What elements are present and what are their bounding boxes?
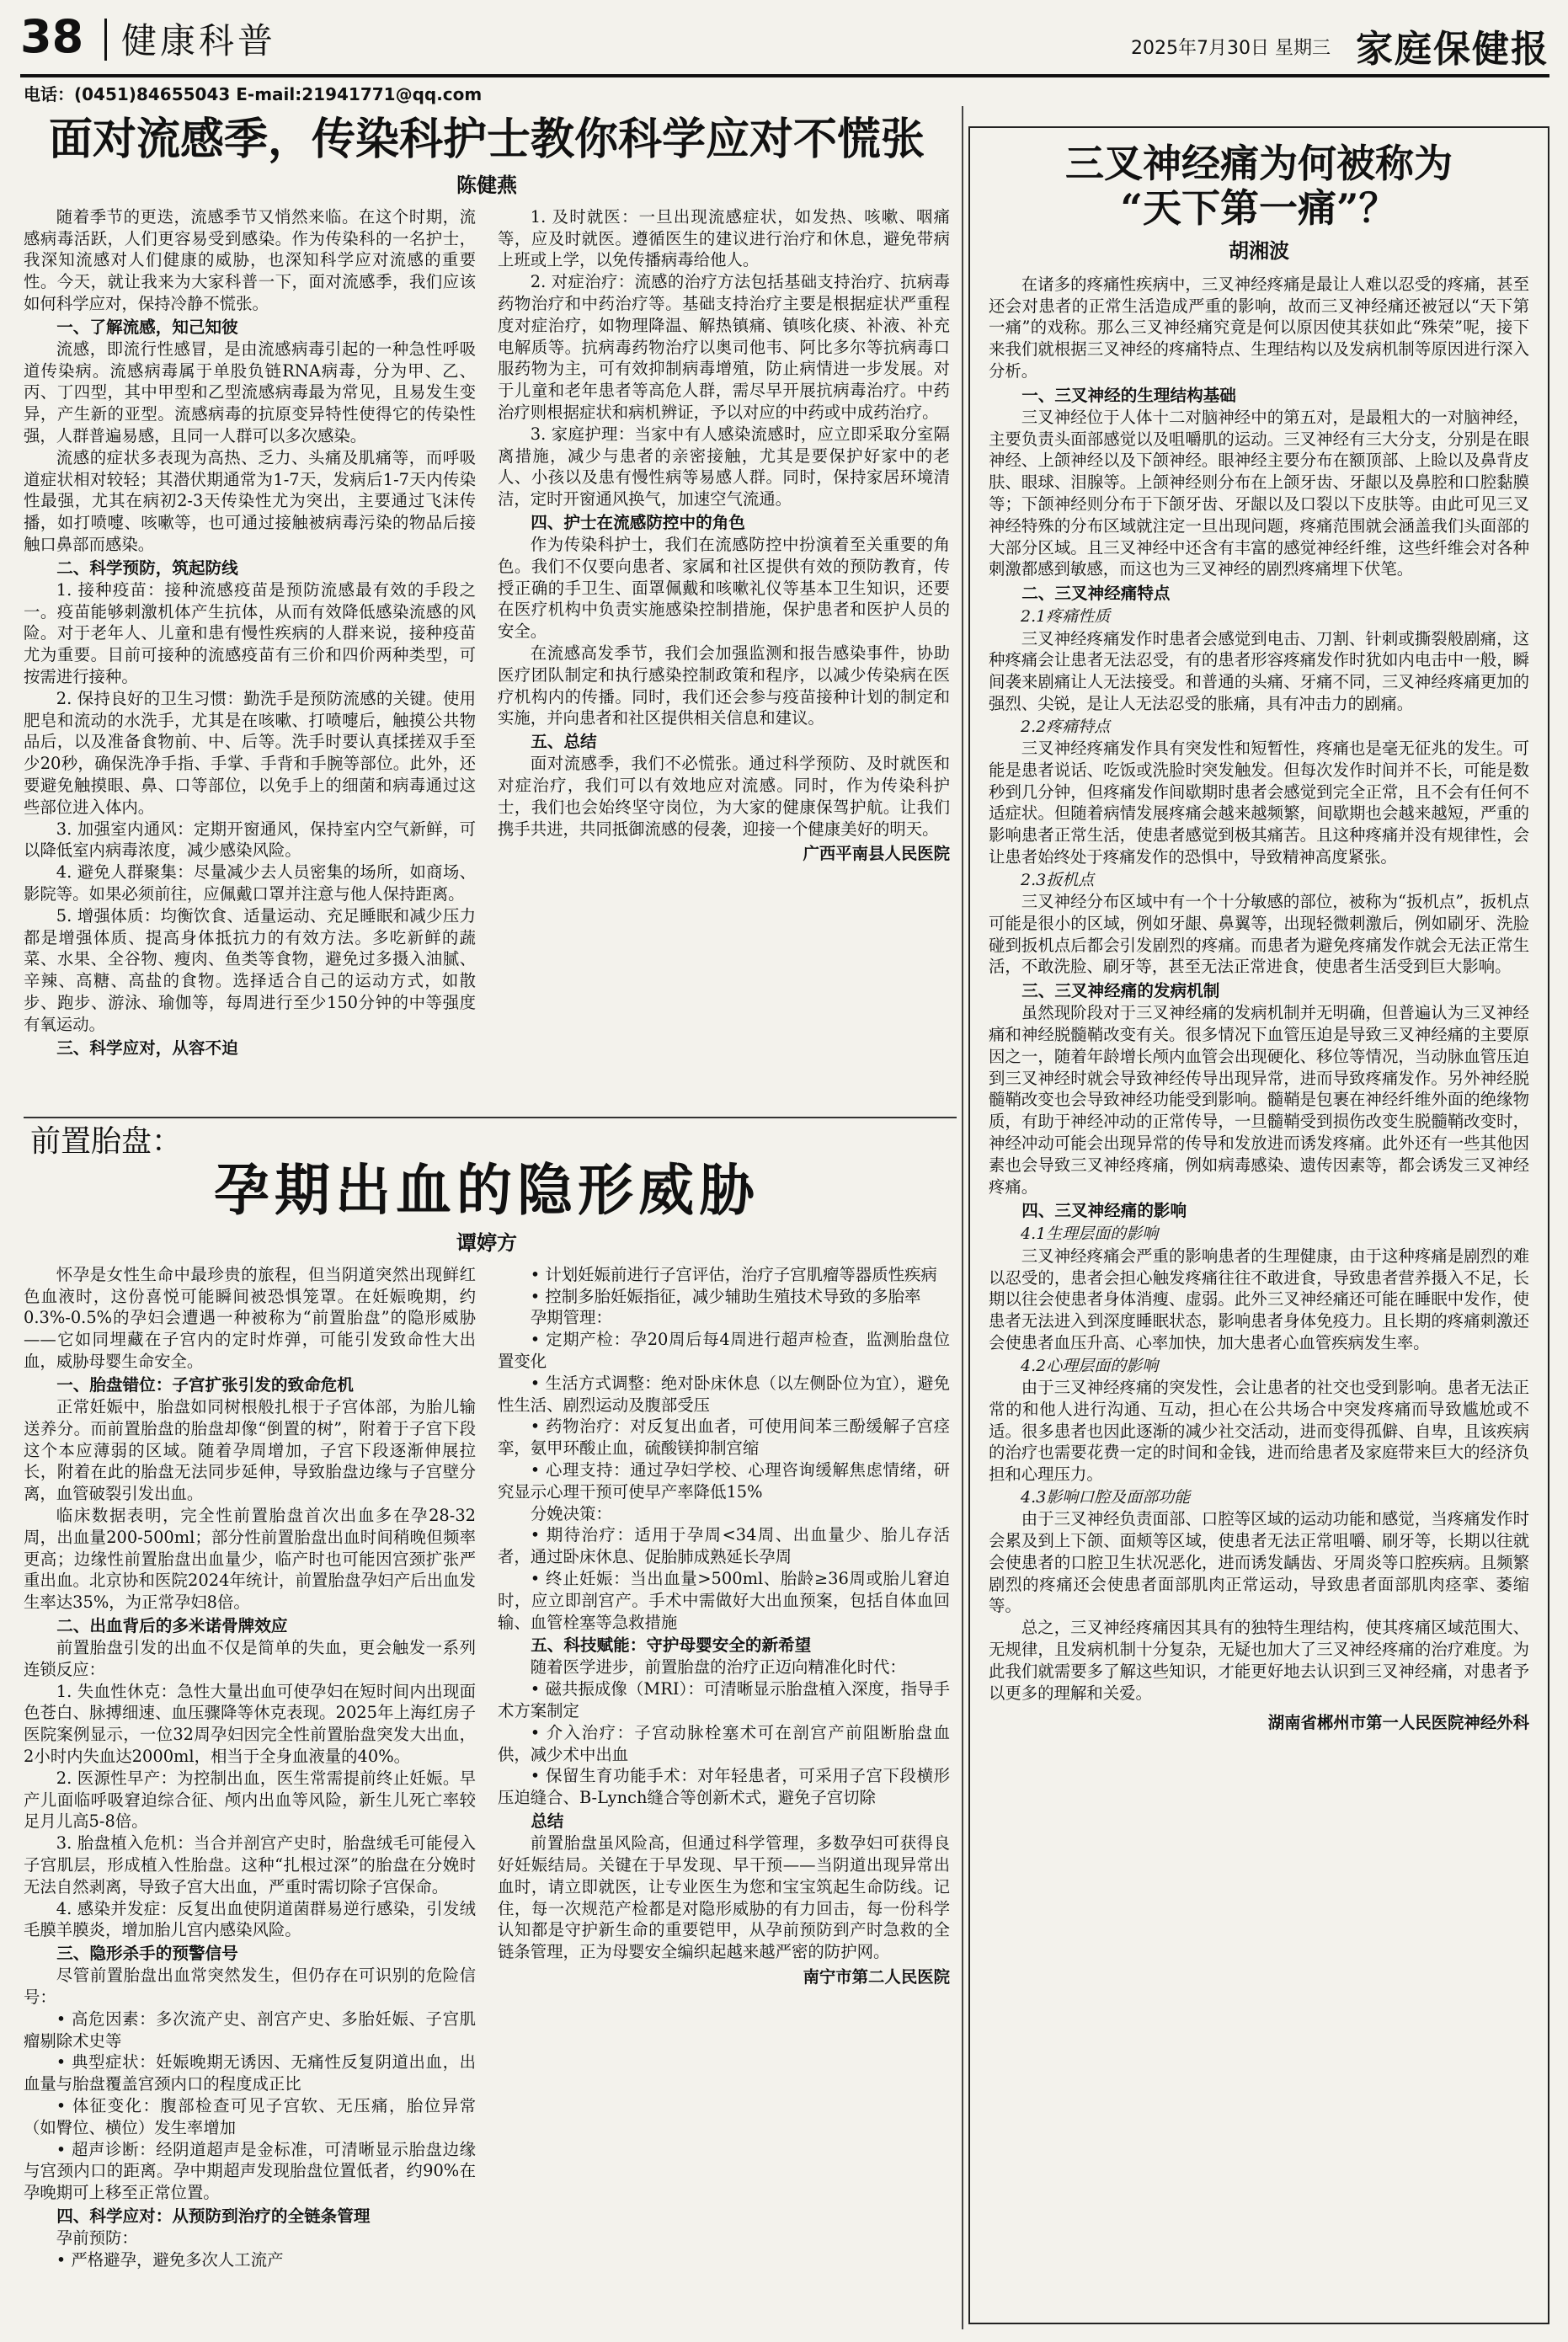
- subheading: 五、总结: [531, 732, 597, 752]
- paragraph: 4. 避免人群聚集：尽量减少去人员密集的场所，如商场、影院等。如果必须前往，应佩戴口罩并注意与他人保持距离。: [24, 862, 476, 904]
- paragraph: 2. 医源性早产：为控制出血，医生常需提前终止妊娠。早产儿面临呼吸窘迫综合征、颅内出血等风险，新生儿死亡率较足月儿高5-8倍。: [24, 1768, 476, 1832]
- article-author: 谭婷方: [456, 1230, 517, 1255]
- paragraph: 前置胎盘引发的出血不仅是简单的失血，更会触发一系列连锁反应：: [24, 1637, 476, 1679]
- paragraph: 4. 感染并发症：反复出血使阴道菌群易逆行感染，引发绒毛膜羊膜炎，增加胎儿宫内感染风险。: [24, 1898, 476, 1940]
- paragraph: 尽管前置胎盘出血常突然发生，但仍存在可识别的危险信号：: [24, 1966, 476, 2007]
- bullet-item: • 控制多胎妊娠指征，减少辅助生殖技术导致的多胎率: [530, 1286, 921, 1306]
- article-trigeminal-neuralgia: [968, 126, 1549, 2324]
- paragraph: 三叉神经位于人体十二对脑神经中的第五对，是最粗大的一对脑神经，主要负责头面部感觉以及咀嚼肌的运动。三叉神经有三大分支，分别是在眼神经、上颌神经以及下颌神经。眼神经主要分布在额顶部、上睑以及鼻背皮肤、眼球、泪腺等。上颌神经则分布在上颌牙齿、牙龈以及鼻腔和口腔黏膜等；下颌神经则分布于下颌牙齿、牙龈以及口裂以下皮肤等。由此可见三叉神经特殊的分布区域就注定一旦出现问题，疼痛范围就会涵盖我们头面部的大部分区域。且三叉神经中还含有丰富的感觉神经纤维，这些纤维会对各种刺激都感到敏感，而这也为三叉神经的剧烈疼痛埋下伏笔。: [989, 407, 1529, 579]
- subheading: 四、护士在流感防控中的角色: [531, 512, 745, 532]
- paragraph: 3. 加强室内通风：定期开窗通风，保持室内空气新鲜，可以降低室内病毒浓度，减少感染风险。: [24, 819, 476, 861]
- article-author: 陈健燕: [456, 173, 517, 197]
- bullet-item: • 介入治疗：子宫动脉栓塞术可在剖宫产前阻断胎盘血供，减少术中出血: [498, 1722, 950, 1764]
- article-body: [24, 206, 950, 1095]
- bullet-item: • 磁共振成像（MRI）：可清晰显示胎盘植入深度，指导手术方案制定: [498, 1679, 950, 1721]
- paragraph: 作为传染科护士，我们在流感防控中扮演着至关重要的角色。我们不仅要向患者、家属和社区提供有效的预防教育，传授正确的手卫生、面罩佩戴和咳嗽礼仪等基本卫生知识，还要在医疗机构中负责实施感染控制措施，保护患者和医护人员的安全。: [498, 535, 950, 642]
- paragraph: 孕前预防：: [56, 2227, 138, 2248]
- bullet-item: • 药物治疗：对反复出血者，可使用间苯三酚缓解子宫痉挛，氨甲环酸止血，硫酸镁抑制宫缩: [498, 1416, 950, 1459]
- article-title: 孕期出血的隐形威胁: [214, 1157, 760, 1223]
- paragraph: 三叉神经疼痛发作时患者会感觉到电击、刀割、针刺或撕裂般剧痛，这种疼痛会让患者无法忍受，有的患者形容疼痛发作时犹如内电击中一般，瞬间袭来剧痛让人无法接受。和普通的头痛、牙痛不同，三叉神经疼痛更加的强烈、尖锐，是让人无法忍受的胀痛，具有冲击力的剧痛。: [989, 628, 1529, 713]
- bullet-item: • 期待治疗：适用于孕周<34周、出血量少、胎儿存活者，通过卧床休息、促胎肺成熟延长孕周: [498, 1525, 950, 1567]
- sub-subheading: 4.1生理层面的影响: [1021, 1224, 1159, 1244]
- article-kicker: 前置胎盘：: [30, 1124, 183, 1159]
- paragraph: 三叉神经疼痛会严重的影响患者的生理健康，由于这种疼痛是剧烈的难以忍受的，患者会担心触发疼痛往往不敢进食，导致患者营养摄入不足，长期以往会使患者身体消瘦、虚弱。此外三叉神经痛还可能在睡眠中发作，使患者无法进入到深度睡眠状态，影响患者身体免疫力。且长期的疼痛刺激还会使患者血压升高、心率加快，加大患者心血管疾病发生率。: [989, 1246, 1529, 1352]
- paragraph: 正常妊娠中，胎盘如同树根般扎根于子宫体部，为胎儿输送养分。而前置胎盘的胎盘却像“倒置的树”，附着于子宫下段这个本应薄弱的区域。随着孕周增加，子宫下段逐渐伸展拉长，附着在此的胎盘无法同步延伸，导致胎盘边缘与子宫壁分离，血管破裂引发出血。: [24, 1396, 476, 1504]
- section-title: 健康科普: [121, 20, 277, 61]
- bullet-item: • 高危因素：多次流产史、剖宫产史、多胎妊娠、子宫肌瘤剔除术史等: [24, 2009, 476, 2051]
- article-title: 面对流感季，传染科护士教你科学应对不慌张: [48, 114, 925, 165]
- paragraph: 1. 接种疫苗：接种流感疫苗是预防流感最有效的手段之一。疫苗能够刺激机体产生抗体，从而有效降低感染流感的风险。对于老年人、儿童和患有慢性疾病的人群来说，接种疫苗尤为重要。目前可接种的流感疫苗有三价和四价两种类型，可按需进行接种。: [24, 579, 476, 687]
- paragraph: 分娩决策：: [530, 1503, 612, 1523]
- article-placenta-previa: [24, 1123, 950, 2319]
- paragraph: 1. 失血性休克：急性大量出血可使孕妇在短时间内出现面色苍白、脉搏细速、血压骤降等休克表现。2025年上海红房子医院案例显示，一位32周孕妇因完全性前置胎盘突发大出血，2小时内失血达2000ml，相当于全身血液量的40%。: [24, 1681, 476, 1766]
- sub-subheading: 2.2疼痛特点: [1021, 717, 1111, 736]
- subheading: 一、三叉神经的生理结构基础: [1021, 385, 1236, 405]
- article-title: [989, 141, 1529, 231]
- article-body: [24, 1264, 950, 2291]
- subheading: 三、隐形杀手的预警信号: [56, 1944, 238, 1964]
- subheading: 四、三叉神经痛的影响: [1021, 1201, 1187, 1221]
- article-divider: [24, 1117, 957, 1118]
- bullet-item: • 保留生育功能手术：对年轻患者，可采用子宫下段横形压迫缝合、B-Lynch缝合等创新术式，避免子宫切除: [498, 1766, 950, 1808]
- bullet-item: • 严格避孕，避免多次人工流产: [56, 2249, 284, 2270]
- paragraph: 怀孕是女性生命中最珍贵的旅程，但当阴道突然出现鲜红色血液时，这份喜悦可能瞬间被恐惧笼罩。在妊娠晚期，约0.3%-0.5%的孕妇会遭遇一种被称为“前置胎盘”的隐形威胁——它如同埋藏在子宫内的定时炸弹，可能引发致命性大出血，威胁母婴生命安全。: [24, 1264, 476, 1372]
- masthead-separator: [104, 19, 107, 61]
- paragraph: 孕期管理：: [530, 1308, 612, 1328]
- bullet-item: • 体征变化：腹部检查可见子宫软、无压痛，胎位异常（如臀位、横位）发生率增加: [24, 2095, 476, 2137]
- paragraph: 5. 增强体质：均衡饮食、适量运动、充足睡眠和减少压力都是增强体质、提高身体抵抗力的有效方法。多吃新鲜的蔬菜、水果、全谷物、瘦肉、鱼类等食物，避免过多摄入油腻、辛辣、高糖、高盐的食物。选择适合自己的运动方式，如散步、跑步、游泳、瑜伽等，每周进行至少150分钟的中等强度有氧运动。: [24, 905, 476, 1034]
- newspaper-brand: 家庭保健报: [1356, 28, 1549, 71]
- bullet-item: • 计划妊娠前进行子宫评估，治疗子宫肌瘤等器质性疾病: [530, 1264, 937, 1284]
- paragraph: 流感的症状多表现为高热、乏力、头痛及肌痛等，而呼吸道症状相对较轻；其潜伏期通常为1-7天，发病后1-7天内传染性最强，尤其在病初2-3天传染性尤为突出，主要通过飞沫传播，如打喷嚏、咳嗽等，也可通过接触被病毒污染的物品后接触口鼻部而感染。: [24, 447, 476, 554]
- subheading: 四、科学应对：从预防到治疗的全链条管理: [56, 2206, 371, 2226]
- paragraph: 2. 对症治疗：流感的治疗方法包括基础支持治疗、抗病毒药物治疗和中药治疗等。基础支持治疗主要是根据症状严重程度对症治疗，如物理降温、解热镇痛、镇咳化痰、补液、补充电解质等。抗病毒药物治疗以奥司他韦、阿比多尔等抗病毒口服药物为主，可有效抑制病毒增殖，防止病情进一步发展。对于儿童和老年患者等高危人群，需尽早开展抗病毒治疗。中药治疗则根据症状和病机辨证，予以对应的中药或中成药治疗。: [498, 272, 950, 422]
- subheading: 总结: [531, 1811, 564, 1832]
- subheading: 二、三叉神经痛特点: [1021, 584, 1171, 604]
- contact-line: 电话：(0451)84655043 E-mail:21941771@qq.com: [24, 84, 483, 104]
- bullet-item: • 典型症状：妊娠晚期无诱因、无痛性反复阴道出血，出血量与胎盘覆盖宫颈内口的程度成正比: [24, 2052, 476, 2094]
- bullet-item: • 定期产检：孕20周后每4周进行超声检查，监测胎盘位置变化: [498, 1330, 950, 1372]
- paragraph: 总之，三叉神经疼痛因其具有的独特生理结构，使其疼痛区域范围大、无规律，且发病机制十分复杂，无疑也加大了三叉神经疼痛的治疗难度。为此我们就需要多了解这些知识，才能更好地去认识到三叉神经痛，对患者予以更多的理解和关爱。: [989, 1618, 1529, 1703]
- bullet-item: • 生活方式调整：绝对卧床休息（以左侧卧位为宜），避免性生活、剧烈运动及腹部受压: [498, 1373, 950, 1415]
- masthead-rule: [20, 74, 1549, 77]
- paragraph: 临床数据表明，完全性前置胎盘首次出血多在孕28-32周，出血量200-500ml；部分性前置胎盘出血时间稍晚但频率更高；边缘性前置胎盘出血量少，临产时也可能因宫颈扩张严重出血。北京协和医院2024年统计，前置胎盘孕妇产后出血发生率达35%，为正常孕妇8倍。: [24, 1505, 476, 1613]
- source-credit: 广西平南县人民医院: [803, 844, 950, 864]
- paragraph: 三叉神经疼痛发作具有突发性和短暂性，疼痛也是毫无征兆的发生。可能是患者说话、吃饭或洗脸时突发触发。但每次发作时间并不长，可能是数秒到几分钟，但疼痛发作间歇期时患者会感觉到完全正常，且不会有任何不适症状。但随着病情发展疼痛会越来越频繁，间歇期也会越来越短，严重的影响患者正常生活，使患者感觉到极其痛苦。且这种疼痛并没有规律性，会让患者始终处于疼痛发作的恐惧中，导致精神高度紧张。: [989, 738, 1529, 867]
- paragraph: 由于三叉神经负责面部、口腔等区域的运动功能和感觉，当疼痛发作时会累及到上下颌、面颊等区域，使患者无法正常咀嚼、刷牙等，长期以往就会使患者的口腔卫生状况恶化，进而诱发龋齿、牙周炎等口腔疾病。且频繁剧烈的疼痛还会使患者面部肌肉正常运动，导致患者面部肌肉痉挛、萎缩等。: [989, 1509, 1529, 1616]
- source-credit: 湖南省郴州市第一人民医院神经外科: [1267, 1713, 1529, 1733]
- paragraph: 随着医学进步，前置胎盘的治疗正迈向精准化时代：: [530, 1657, 906, 1678]
- paragraph: 1. 及时就医：一旦出现流感症状，如发热、咳嗽、咽痛等，应及时就医。遵循医生的建议进行治疗和休息，避免带病上班或上学，以免传播病毒给他人。: [498, 206, 950, 270]
- paragraph: 面对流感季，我们不必慌张。通过科学预防、及时就医和对症治疗，我们可以有效地应对流感。同时，作为传染科护士，我们也会始终坚守岗位，为大家的健康保驾护航。让我们携手共进，共同抵御流感的侵袭，迎接一个健康美好的明天。: [498, 754, 950, 839]
- paragraph: 虽然现阶段对于三叉神经痛的发病机制并无明确，但普遍认为三叉神经痛和神经脱髓鞘改变有关。很多情况下血管压迫是导致三叉神经痛的主要原因之一，随着年龄增长颅内血管会出现硬化、移位等情况，当动脉血管压迫到三叉神经时就会导致神经传导出现异常，进而导致疼痛发作。另外神经脱髓鞘改变也会导致神经功能受到影响。髓鞘是包裹在神经纤维外面的绝缘物质，有助于神经冲动的正常传导，一旦髓鞘受到损伤改变生脱髓鞘改变时，神经冲动可能会出现异常的传导和发放进而诱发疼痛。此外还有一些其他因素也会导致三叉神经疼痛，例如病毒感染、遗传因素等，都会诱发三叉神经疼痛。: [989, 1003, 1529, 1197]
- article-body: [989, 274, 1529, 1734]
- sub-subheading: 4.2心理层面的影响: [1021, 1356, 1159, 1375]
- paragraph: 3. 胎盘植入危机：当合并剖宫产史时，胎盘绒毛可能侵入子宫肌层，形成植入性胎盘。这种“扎根过深”的胎盘在分娩时无法自然剥离，导致子宫大出血，严重时需切除子宫保命。: [24, 1833, 476, 1897]
- masthead: [20, 10, 1549, 72]
- column-divider: [962, 106, 963, 2329]
- paragraph: 前置胎盘虽风险高，但通过科学管理，多数孕妇可获得良好妊娠结局。关键在于早发现、早干预——当阴道出现异常出血时，请立即就医，让专业医生为您和宝宝筑起生命防线。记住，每一次规范产检都是对隐形威胁的有力回击，每一份科学认知都是守护新生命的重要铠甲，从孕前预防到产时急救的全链条管理，正为母婴安全编织起越来越严密的防护网。: [498, 1833, 950, 1962]
- paragraph: 在诸多的疼痛性疾病中，三叉神经疼痛是最让人难以忍受的疼痛，甚至还会对患者的正常生活造成严重的影响，故而三叉神经痛还被冠以“天下第一痛”的戏称。那么三叉神经痛究竟是何以原因使其获如此“殊荣”呢，接下来我们就根据三叉神经的疼痛特点、生理结构以及发病机制等原因进行深入分析。: [989, 274, 1529, 381]
- subheading: 二、出血背后的多米诺骨牌效应: [56, 1615, 288, 1635]
- article-flu-season: [24, 106, 950, 1112]
- subheading: 五、科技赋能：守护母婴安全的新希望: [531, 1635, 812, 1656]
- paragraph: 三叉神经分布区域中有一个十分敏感的部位，被称为“扳机点”，扳机点可能是很小的区域，例如牙龈、鼻翼等，出现轻微刺激后，例如刷牙、洗脸碰到扳机点后都会引发剧烈的疼痛。而患者为避免疼痛发作就会无法正常生活，不敢洗脸、刷牙等，甚至无法正常进食，使患者生活受到巨大影响。: [989, 892, 1529, 977]
- paragraph: 由于三叉神经疼痛的突发性，会让患者的社交也受到影响。患者无法正常的和他人进行沟通、互动，担心在公共场合中突发疼痛而导致尴尬或不适。很多患者也因此逐渐的减少社交活动，进而变得孤僻、自卑，且该疾病的治疗也需要花费一定的时间和金钱，进而给患者及家庭带来巨大的经济负担和心理压力。: [989, 1377, 1529, 1485]
- bullet-item: • 终止妊娠：当出血量>500ml、胎龄≥36周或胎儿窘迫时，应立即剖宫产。手术中需做好大出血预案，包括自体血回输、血管栓塞等急救措施: [498, 1569, 950, 1632]
- paragraph: 在流感高发季节，我们会加强监测和报告感染事件，协助医疗团队制定和执行感染控制政策和程序，以减少传染病在医疗机构内的传播。同时，我们还会参与疫苗接种计划的制定和实施，并向患者和社区提供相关信息和建议。: [498, 643, 950, 728]
- article-title-line1: 三叉神经痛为何被称为: [1065, 141, 1453, 186]
- subheading: 二、科学预防，筑起防线: [56, 557, 238, 578]
- sub-subheading: 2.1疼痛性质: [1021, 607, 1111, 627]
- page-number: 38: [20, 10, 84, 63]
- issue-date: 2025年7月30日 星期三: [1131, 38, 1331, 59]
- subheading: 一、了解流感，知己知彼: [56, 317, 238, 337]
- article-author: 胡湘波: [1229, 238, 1289, 263]
- paragraph: 随着季节的更迭，流感季节又悄然来临。在这个时期，流感病毒活跃，人们更容易受到感染。作为传染科的一名护士，我深知流感对人们健康的威胁，也深知科学应对流感的重要性。今天，就让我来为大家科普一下，面对流感季，我们应该如何科学应对，保持冷静不慌张。: [24, 206, 476, 313]
- paragraph: 流感，即流行性感冒，是由流感病毒引起的一种急性呼吸道传染病。流感病毒属于单股负链RNA病毒，分为甲、乙、丙、丁四型，其中甲型和乙型流感病毒最为常见，且易发生变异，产生新的亚型。流感病毒的抗原变异特性使得它的传染性强，人群普遍易感，且同一人群可以多次感染。: [24, 339, 476, 446]
- subheading: 三、三叉神经痛的发病机制: [1021, 981, 1220, 1001]
- paragraph: 2. 保持良好的卫生习惯：勤洗手是预防流感的关键。使用肥皂和流动的水洗手，尤其是在咳嗽、打喷嚏后，触摸公共物品后，以及准备食物前、中、后等。洗手时要认真揉搓双手至少20秒，确保洗净手指、手掌、手背和手腕等部位。此外，还要避免触摸眼、鼻、口等部位，以免手上的细菌和病毒通过这些部位进入体内。: [24, 688, 476, 817]
- bullet-item: • 心理支持：通过孕妇学校、心理咨询缓解焦虑情绪，研究显示心理干预可使早产率降低15%: [498, 1460, 950, 1502]
- subheading: 三、科学应对，从容不迫: [56, 1038, 238, 1058]
- bullet-item: • 超声诊断：经阴道超声是金标准，可清晰显示胎盘边缘与宫颈内口的距离。孕中期超声发现胎盘位置低者，约90%在孕晚期可上移至正常位置。: [24, 2139, 476, 2203]
- source-credit: 南宁市第二人民医院: [803, 1966, 950, 1987]
- sub-subheading: 4.3影响口腔及面部功能: [1021, 1487, 1191, 1507]
- subheading: 一、胎盘错位：子宫扩张引发的致命危机: [56, 1374, 354, 1395]
- paragraph: 3. 家庭护理：当家中有人感染流感时，应立即采取分室隔离措施，减少与患者的亲密接触，尤其是要保护好家中的老人、小孩以及患有慢性病等易感人群。同时，保持家居环境清洁，定时开窗通风换气，加速空气流通。: [498, 424, 950, 509]
- sub-subheading: 2.3扳机点: [1021, 870, 1095, 889]
- article-title-line2: “天下第一痛”？: [1120, 184, 1398, 231]
